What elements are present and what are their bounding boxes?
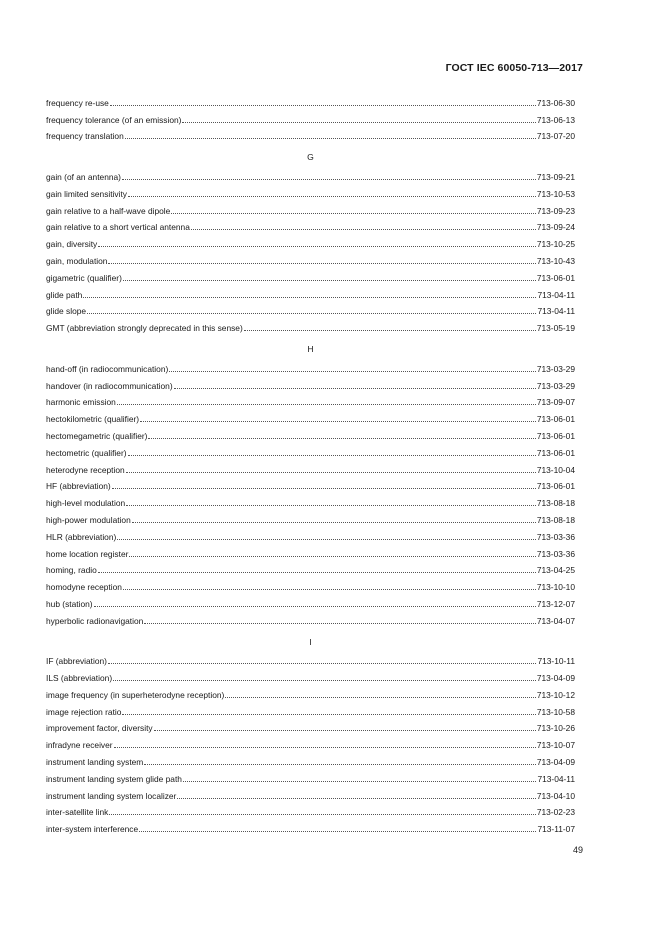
index-term: HF (abbreviation) [46, 481, 111, 492]
dot-leader [148, 438, 535, 439]
index-term: hectokilometric (qualifier) [46, 414, 140, 425]
index-term: heterodyne reception [46, 464, 125, 475]
index-reference: 713-09-07 [536, 397, 575, 408]
dot-leader [83, 297, 536, 298]
index-entry [46, 733, 575, 750]
index-entry [46, 559, 575, 576]
index-entry [46, 108, 575, 125]
index-term: frequency re-use [46, 97, 109, 108]
dot-leader [122, 179, 536, 180]
dot-leader [113, 680, 536, 681]
dot-leader [98, 572, 536, 573]
index-reference: 713-05-19 [536, 323, 575, 334]
index-entry [46, 650, 575, 667]
dot-leader [144, 623, 536, 624]
index-term: harmonic emission [46, 397, 116, 408]
dot-leader [109, 814, 535, 815]
index-reference: 713-11-07 [537, 824, 575, 835]
index-entry [46, 575, 575, 592]
index-term: image rejection ratio [46, 706, 122, 717]
index-entry [46, 216, 575, 233]
dot-leader [112, 488, 536, 489]
dot-leader [126, 505, 536, 506]
dot-leader [123, 589, 536, 590]
index-term: hub (station) [46, 598, 93, 609]
index-entry [46, 784, 575, 801]
index-term: gigametric (qualifier) [46, 272, 122, 283]
index-reference: 713-06-30 [536, 97, 575, 108]
index-entry [46, 266, 575, 283]
index-term: glide path [46, 289, 83, 300]
document-header: ГОСТ IEC 60050-713—2017 [445, 62, 583, 74]
index-term: instrument landing system [46, 757, 144, 768]
index-reference: 713-06-01 [536, 414, 575, 425]
index-term: instrument landing system localizer [46, 790, 177, 801]
index-term: hectomegametric (qualifier) [46, 430, 148, 441]
index-term: glide slope [46, 306, 87, 317]
index-term: homing, radio [46, 565, 97, 576]
index-term: homodyne reception [46, 582, 122, 593]
index-term: inter-system interference [46, 824, 139, 835]
dot-leader [139, 831, 536, 832]
index-reference: 713-10-07 [536, 740, 575, 751]
index-term: gain (of an antenna) [46, 171, 121, 182]
index-reference: 713-07-20 [536, 131, 575, 142]
section-letter-heading: I [309, 636, 312, 647]
index-entry [46, 249, 575, 266]
index-reference: 713-09-24 [536, 222, 575, 233]
index-term: high-level modulation [46, 498, 126, 509]
index-term: handover (in radiocommunication) [46, 380, 173, 391]
index-entry [46, 441, 575, 458]
index-reference: 713-12-07 [536, 598, 575, 609]
dot-leader [110, 105, 536, 106]
dot-leader [129, 556, 535, 557]
dot-leader [171, 213, 536, 214]
index-reference: 713-10-26 [536, 723, 575, 734]
index-entry [46, 542, 575, 559]
dot-leader [125, 138, 536, 139]
page-number: 49 [572, 845, 583, 855]
index-reference: 713-06-01 [536, 430, 575, 441]
dot-leader [132, 522, 536, 523]
index-term: hyperbolic radionavigation [46, 615, 144, 626]
index-term: gain relative to a half-wave dipole [46, 205, 171, 216]
index-entry [46, 458, 575, 475]
dot-leader [244, 330, 536, 331]
dot-leader [98, 246, 536, 247]
dot-leader [108, 663, 536, 664]
index-term: home location register [46, 548, 129, 559]
index-entry [46, 232, 575, 249]
index-entry [46, 391, 575, 408]
dot-leader [182, 122, 535, 123]
index-term: inter-satellite link [46, 807, 109, 818]
index-term: GMT (abbreviation strongly deprecated in this sense) [46, 323, 243, 334]
index-reference: 713-04-07 [536, 615, 575, 626]
index-entry [46, 125, 575, 142]
index-reference: 713-10-12 [536, 689, 575, 700]
index-reference: 713-03-36 [536, 531, 575, 542]
index-entry [46, 300, 575, 317]
dot-leader [128, 455, 536, 456]
index-entry [46, 666, 575, 683]
dot-leader [108, 263, 535, 264]
index-reference: 713-04-10 [536, 790, 575, 801]
dot-leader [225, 697, 536, 698]
index-reference: 713-03-29 [536, 380, 575, 391]
index-reference: 713-04-09 [536, 757, 575, 768]
index-entry [46, 525, 575, 542]
index-term: improvement factor, diversity [46, 723, 153, 734]
index-entry [46, 592, 575, 609]
dot-leader [174, 388, 536, 389]
dot-leader [87, 313, 536, 314]
index-term: gain, modulation [46, 255, 108, 266]
index-entry [46, 357, 575, 374]
dot-leader [140, 421, 536, 422]
index-term: infradyne receiver [46, 740, 113, 751]
index-reference: 713-06-01 [536, 447, 575, 458]
dot-leader [128, 196, 536, 197]
index-reference: 713-09-21 [536, 171, 575, 182]
index-reference: 713-08-18 [536, 514, 575, 525]
index-reference: 713-04-25 [536, 565, 575, 576]
index-reference: 713-06-13 [536, 114, 575, 125]
index-term: image frequency (in superheterodyne reception) [46, 689, 225, 700]
index-entry [46, 316, 575, 333]
index-reference: 713-04-11 [537, 773, 575, 784]
dot-leader [117, 539, 536, 540]
index-entry [46, 508, 575, 525]
index-entry [46, 700, 575, 717]
dot-leader [114, 747, 536, 748]
index-entry [46, 817, 575, 834]
index-entry [46, 91, 575, 108]
index-term: frequency translation [46, 131, 124, 142]
index-term: hectometric (qualifier) [46, 447, 127, 458]
section-letter-heading: G [307, 152, 314, 163]
dot-leader [126, 472, 536, 473]
index-term: IF (abbreviation) [46, 656, 107, 667]
dot-leader [183, 781, 537, 782]
dot-leader [191, 229, 536, 230]
dot-leader [169, 371, 536, 372]
index-reference: 713-04-11 [537, 306, 575, 317]
index-entry [46, 165, 575, 182]
index-reference: 713-06-01 [536, 481, 575, 492]
index-term: ILS (abbreviation) [46, 673, 113, 684]
index-entry [46, 683, 575, 700]
index-term: gain limited sensitivity [46, 188, 127, 199]
dot-leader [154, 730, 536, 731]
index-reference: 713-03-29 [536, 363, 575, 374]
index-entry [46, 609, 575, 626]
index-reference: 713-10-25 [536, 239, 575, 250]
dot-leader [177, 798, 535, 799]
dot-leader [144, 764, 536, 765]
index-entry [46, 407, 575, 424]
dot-leader [122, 714, 535, 715]
index-reference: 713-03-36 [536, 548, 575, 559]
index-entry [46, 750, 575, 767]
index-reference: 713-02-23 [536, 807, 575, 818]
index-reference: 713-06-01 [536, 272, 575, 283]
section-letter-heading: H [307, 343, 314, 354]
index-term: gain relative to a short vertical antenna [46, 222, 190, 233]
dot-leader [94, 606, 536, 607]
dot-leader [117, 404, 536, 405]
dot-leader [123, 280, 536, 281]
index-entry [46, 424, 575, 441]
index-entry [46, 767, 575, 784]
index-entry [46, 283, 575, 300]
index-reference: 713-09-23 [536, 205, 575, 216]
index-reference: 713-10-43 [536, 255, 575, 266]
index-reference: 713-10-53 [536, 188, 575, 199]
index-term: frequency tolerance (of an emission) [46, 114, 182, 125]
index-term: instrument landing system glide path [46, 773, 182, 784]
index-entry [46, 475, 575, 492]
index-reference: 713-08-18 [536, 498, 575, 509]
index-term: high-power modulation [46, 514, 131, 525]
index-reference: 713-10-04 [536, 464, 575, 475]
index-entry [46, 199, 575, 216]
index-entry [46, 801, 575, 818]
index-entry [46, 491, 575, 508]
index-term: gain, diversity [46, 239, 98, 250]
index-reference: 713-10-58 [536, 706, 575, 717]
index-reference: 713-10-10 [536, 582, 575, 593]
index-entry [46, 374, 575, 391]
index-reference: 713-04-11 [537, 289, 575, 300]
index-reference: 713-04-09 [536, 673, 575, 684]
index-term: HLR (abbreviation) [46, 531, 117, 542]
index-reference: 713-10-11 [537, 656, 575, 667]
glossary-index [46, 91, 575, 834]
index-entry [46, 182, 575, 199]
index-term: hand-off (in radiocommunication) [46, 363, 169, 374]
index-entry [46, 717, 575, 734]
